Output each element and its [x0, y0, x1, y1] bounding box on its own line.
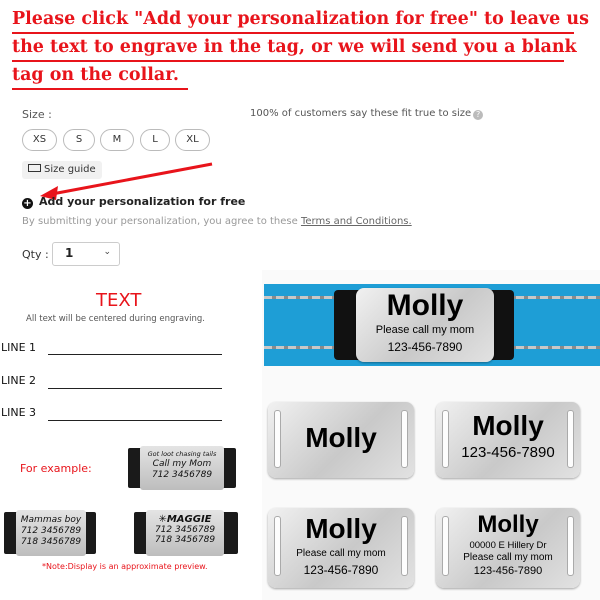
example-tag-1-line-3: 712 3456789	[151, 470, 213, 480]
consent-prefix: By submitting your personalization, you agree to these	[22, 216, 301, 227]
product-tag-d	[436, 508, 580, 588]
size-option-s[interactable]: S	[63, 129, 95, 151]
product-tag-d-line-3: Please call my mom	[463, 552, 553, 563]
tag-slot	[401, 410, 408, 468]
product-tag-b-name: Molly	[472, 410, 544, 441]
terms-link[interactable]: Terms and Conditions.	[300, 216, 412, 227]
size-option-m[interactable]: M	[100, 129, 134, 151]
example-tag-2-line-1: Mammas boy	[20, 515, 82, 525]
example-label: For example:	[20, 462, 92, 475]
line-1-label: LINE 1	[1, 341, 37, 354]
qty-select[interactable]	[52, 242, 120, 266]
line-3-input[interactable]	[48, 420, 222, 421]
centered-note: All text will be centered during engraving.	[26, 314, 205, 324]
example-tag-3-line-1	[146, 514, 224, 525]
product-tag-c-line-2: Please call my mom	[296, 548, 386, 559]
collar-tag-line-3: 123-456-7890	[387, 340, 463, 354]
fit-note-text: 100% of customers say these fit true to size	[250, 108, 472, 119]
banner-line-1: Please click "Add your personalization for free" to leave us	[12, 9, 589, 29]
product-tag-d-line-2: 00000 E Hillery Dr	[469, 540, 547, 551]
add-personalization-label: Add your personalization for free	[39, 195, 246, 208]
banner-line-3: tag on the collar.	[12, 65, 179, 85]
product-tag-a-name: Molly	[305, 422, 377, 453]
collar-tag-line-2: Please call my mom	[375, 324, 475, 336]
product-tag-d-name: Molly	[477, 511, 539, 538]
example-tag-1	[140, 446, 224, 490]
product-tag-b-line-2: 123-456-7890	[461, 444, 555, 461]
size-option-l[interactable]: L	[140, 129, 170, 151]
size-option-xl[interactable]: XL	[175, 129, 210, 151]
collar-image	[264, 284, 600, 366]
plus-icon: +	[23, 198, 32, 209]
example-tag-3-line-2: 712 3456789	[154, 525, 216, 535]
product-tag-c	[268, 508, 414, 588]
line-2-input[interactable]	[48, 388, 222, 389]
example-tag-2-line-3: 718 3456789	[20, 537, 82, 547]
engraving-title: TEXT	[96, 290, 142, 311]
product-tag-c-line-3: 123-456-7890	[303, 563, 379, 577]
info-icon[interactable]: ?	[473, 110, 483, 120]
qty-label: Qty :	[22, 248, 49, 261]
tag-slot	[274, 410, 281, 468]
size-label: Size :	[22, 108, 52, 121]
example-tag-3-line-3: 718 3456789	[154, 535, 216, 545]
preview-note: *Note:Display is an approximate preview.	[42, 562, 208, 571]
qty-value: 1	[65, 246, 74, 260]
example-tag-3-name: MAGGIE	[166, 514, 212, 525]
example-tag-3	[146, 510, 224, 556]
collar-tag-name: Molly	[386, 289, 464, 322]
tag-slot	[274, 516, 281, 576]
example-tag-2-line-2: 712 3456789	[20, 526, 82, 536]
banner-line-2: the text to engrave in the tag, or we will send you a blank	[12, 37, 577, 57]
product-tag-b	[436, 402, 580, 478]
tag-slot	[401, 516, 408, 576]
tag-slot	[442, 516, 449, 576]
consent-text	[22, 216, 412, 227]
example-tag-1-line-1: Got loot chasing tails	[147, 450, 217, 458]
paw-icon: ✳	[158, 514, 167, 525]
product-tag-d-line-4: 123-456-7890	[473, 565, 543, 577]
line-1-input[interactable]	[48, 354, 222, 355]
size-guide-label: Size guide	[44, 164, 96, 175]
line-3-label: LINE 3	[1, 406, 37, 419]
add-personalization-button[interactable]	[22, 195, 245, 209]
chevron-down-icon: ⌄	[103, 247, 111, 257]
tag-slot	[567, 516, 574, 576]
collar-tag	[356, 288, 494, 362]
tag-slot	[567, 410, 574, 468]
product-tag-c-name: Molly	[305, 513, 377, 544]
tag-slot	[442, 410, 449, 468]
line-2-label: LINE 2	[1, 374, 37, 387]
example-tag-1-line-2: Call my Mom	[152, 459, 212, 469]
example-tag-2	[16, 510, 86, 556]
product-tag-a	[268, 402, 414, 478]
size-option-xs[interactable]: XS	[22, 129, 57, 151]
